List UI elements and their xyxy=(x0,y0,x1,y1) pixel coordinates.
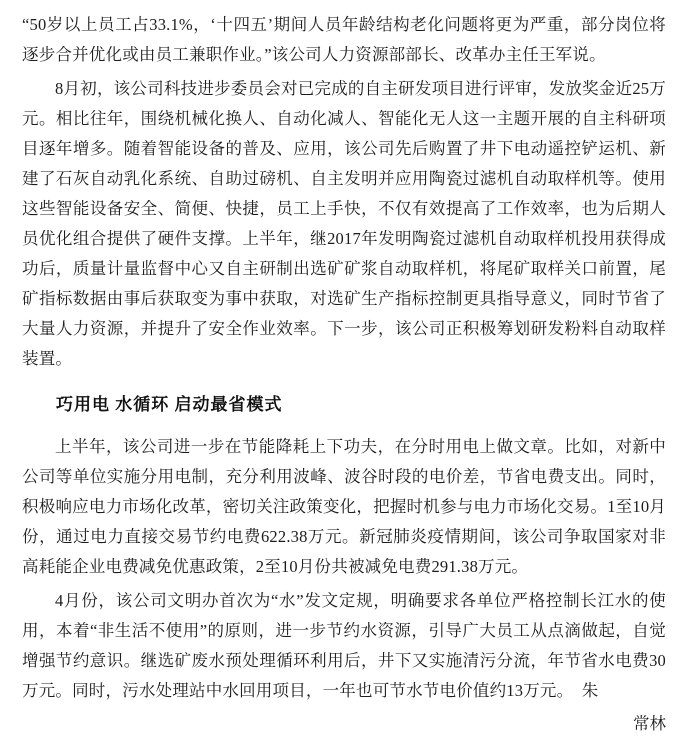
section-heading-energy-saving: 巧用电 水循环 启动最省模式 xyxy=(56,395,283,414)
author-name-tail: 常林 xyxy=(633,714,666,733)
paragraph-quote-statement: “50岁以上员工占33.1%，‘十四五’期间人员年龄结构老化问题将更为严重，部分岗位将逐步合并优化或由员工兼职作业。”该公司人力资源部部长、改革办主任王军说。 xyxy=(22,15,666,64)
paragraph-tech-awards: 8月初，该公司科技进步委员会对已完成的自主研发项目进行评审，发放奖金近25万元。相比往年，围绕机械化换人、自动化减人、智能化无人这一主题开展的自主科研项目逐年增多。随着智能设备的普及、应用，该公司先后购置了井下电动遥控铲运机、新建了石灰自动乳化系统、自助过磅机、自主发明并应用陶瓷过滤机自动取样机等。使用这些智能设备安全、简便、快捷，员工上手快，不仅有效提高了工作效率，也为后期人员优化组合提供了硬件支撑。上半年，继2017年发明陶瓷过滤机自动取样机投用获得成功后，质量计量监督中心又自主研制出选矿矿浆自动取样机，将尾矿取样关口前置，尾矿指标数据由事后获取变为事中获取，对选矿生产指标控制更具指导意义，同时节省了大量人力资源，并提升了安全作业效率。下一步，该公司正积极筹划研发粉料自动取样装置。 xyxy=(22,79,666,368)
paragraph-electricity-savings: 上半年，该公司进一步在节能降耗上下功夫，在分时用电上做文章。比如，对新中公司等单位实施分用电制，充分利用波峰、波谷时段的电价差，节省电费支出。同时，积极响应电力市场化改革，密切关注政策变化，把握时机参与电力市场化交易。1至10月份，通过电力直接交易节约电费622.38万元。新冠肺炎疫情期间，该公司争取国家对非高耗能企业电费减免优惠政策，2至10月份共被减免电费291.38万元。 xyxy=(22,437,666,576)
paragraph-water-savings: 4月份，该公司文明办首次为“水”发文定规，明确要求各单位严格控制长江水的使用，本着“非生活不使用”的原则，进一步节约水资源，引导广大员工从点滴做起，自觉增强节约意识。继选矿废水预处理循环利用后，井下又实施清污分流，年节省水电费30万元。同时，污水处理站中水回用项目，一年也可节水节电价值约13万元。 朱 xyxy=(22,591,666,700)
